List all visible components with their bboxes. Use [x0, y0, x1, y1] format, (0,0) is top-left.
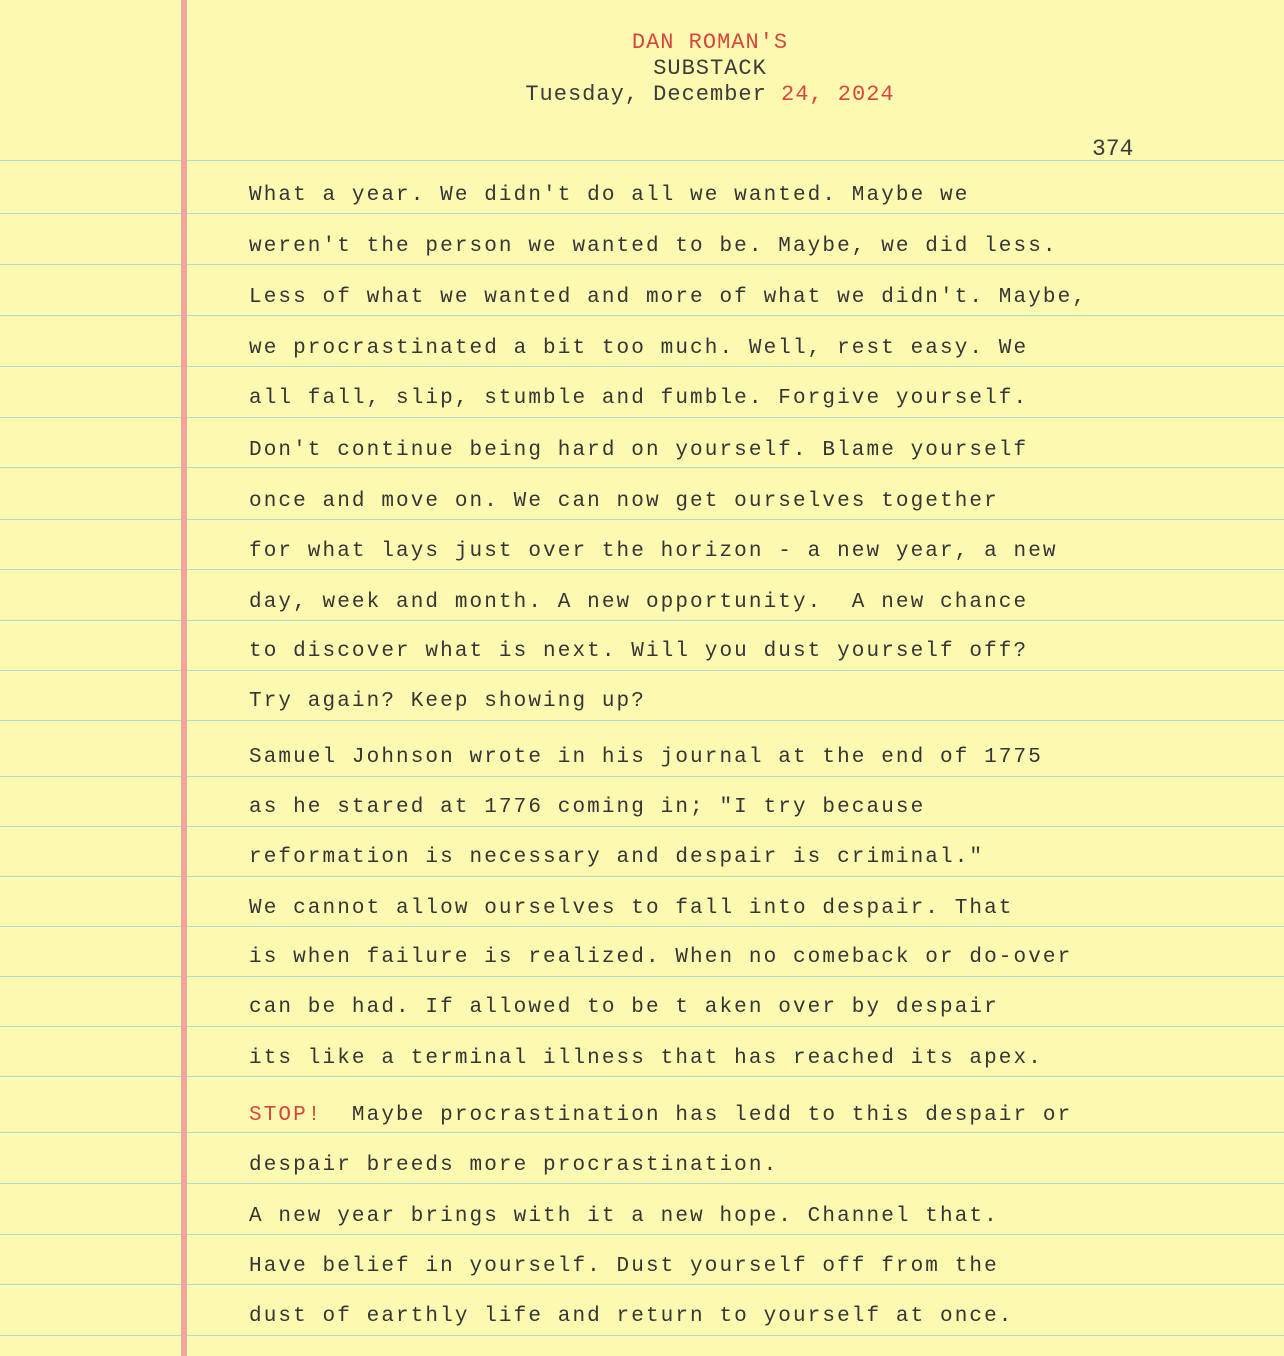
page-number: 374: [1092, 136, 1134, 162]
text-line: Don't continue being hard on yourself. Blame yourself: [249, 439, 1029, 462]
publication-name: SUBSTACK: [653, 56, 767, 81]
text-line: is when failure is realized. When no comeback or do-over: [249, 946, 1073, 969]
ruled-line: [0, 670, 1284, 671]
text-line: day, week and month. A new opportunity. A new chance: [249, 591, 1029, 614]
text-line: reformation is necessary and despair is criminal.": [249, 846, 985, 869]
ruled-line: [0, 213, 1284, 214]
author-name: DAN ROMAN'S: [631, 30, 789, 55]
text-line: its like a terminal illness that has reached its apex.: [249, 1047, 1043, 1070]
ruled-line: [0, 519, 1284, 520]
ruled-line: [0, 366, 1284, 367]
text-line: we procrastinated a bit too much. Well, rest easy. We: [249, 337, 1029, 360]
text-line: for what lays just over the horizon - a new year, a new: [249, 540, 1058, 563]
ruled-line: [0, 1132, 1284, 1133]
text-line: weren't the person we wanted to be. Maybe, we did less.: [249, 235, 1058, 258]
date-line: [500, 82, 920, 107]
text-line: despair breeds more procrastination.: [249, 1154, 779, 1177]
ruled-line: [0, 1335, 1284, 1336]
ruled-line: [0, 926, 1284, 927]
ruled-line: [0, 467, 1284, 468]
ruled-line: [0, 264, 1284, 265]
text-line-stop: [249, 1104, 1072, 1128]
text-line: to discover what is next. Will you dust yourself off?: [249, 640, 1029, 663]
text-line: We cannot allow ourselves to fall into despair. That: [249, 897, 1014, 920]
text-line: What a year. We didn't do all we wanted. Maybe we: [249, 184, 970, 207]
text-line: Less of what we wanted and more of what we didn't. Maybe,: [249, 286, 1088, 309]
ruled-line: [0, 315, 1284, 316]
ruled-line: [0, 1284, 1284, 1285]
stop-label: STOP!: [249, 1104, 323, 1127]
text-line-stop-body: Maybe procrastination has ledd to this despair or: [351, 1104, 1073, 1127]
ruled-line: [0, 1183, 1284, 1184]
text-line: as he stared at 1776 coming in; "I try because: [249, 796, 926, 819]
ruled-line: [0, 620, 1284, 621]
text-line: Samuel Johnson wrote in his journal at the end of 1775: [249, 746, 1043, 769]
ruled-line: [0, 1234, 1284, 1235]
ruled-line: [0, 1076, 1284, 1077]
ruled-line: [0, 569, 1284, 570]
ruled-line: [0, 1026, 1284, 1027]
text-line: once and move on. We can now get ourselves together: [249, 490, 999, 513]
ruled-line: [0, 826, 1284, 827]
text-line: A new year brings with it a new hope. Channel that.: [249, 1205, 999, 1228]
text-line: can be had. If allowed to be t aken over by despair: [249, 996, 999, 1019]
text-line: dust of earthly life and return to yourself at once.: [249, 1305, 1014, 1328]
ruled-line: [0, 417, 1284, 418]
ruled-line: [0, 776, 1284, 777]
text-line: Try again? Keep showing up?: [249, 690, 646, 713]
margin-line: [181, 0, 187, 1356]
date-suffix: 24, 2024: [781, 82, 895, 107]
text-line: Have belief in yourself. Dust yourself off from the: [249, 1255, 999, 1278]
ruled-line: [0, 720, 1284, 721]
ruled-line: [0, 876, 1284, 877]
ruled-line: [0, 976, 1284, 977]
date-prefix: Tuesday, December: [525, 82, 781, 107]
text-line: all fall, slip, stumble and fumble. Forgive yourself.: [249, 387, 1029, 410]
